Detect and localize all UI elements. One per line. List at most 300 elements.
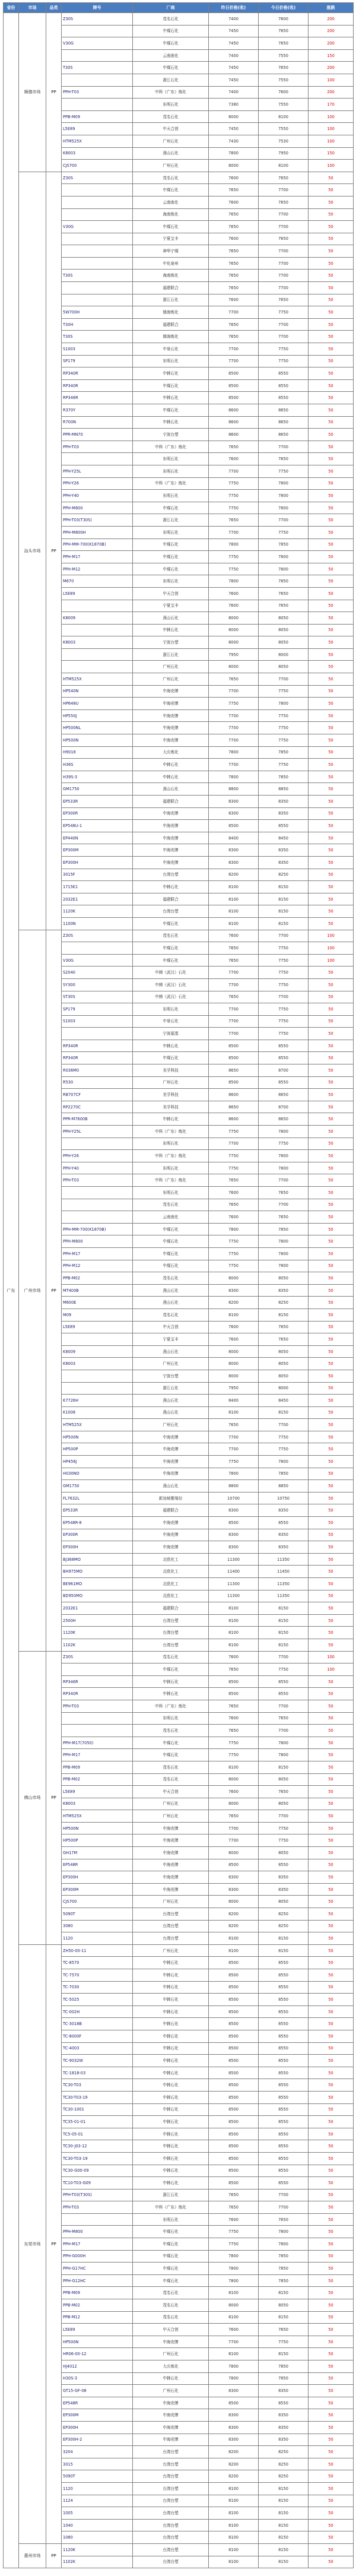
manufacturer-cell: 广州石化 — [133, 135, 209, 147]
prev-price-cell: 8600 — [209, 404, 259, 417]
prev-price-cell: 8300 — [209, 2421, 259, 2434]
prev-price-cell: 7800 — [209, 2372, 259, 2385]
prev-price-cell: 8100 — [209, 2482, 259, 2495]
today-price-cell: 8150 — [259, 2495, 309, 2507]
change-cell: 50 — [309, 1419, 354, 1431]
manufacturer-cell: 美孚科技 — [133, 1064, 209, 1077]
grade-cell: PPH-T03 — [62, 1700, 133, 1712]
manufacturer-cell: 中煤石化 — [133, 2238, 209, 2251]
manufacturer-cell: 浙江石化 — [133, 294, 209, 306]
change-cell: 50 — [309, 1321, 354, 1333]
grade-cell: TC-5025 — [62, 1994, 133, 2006]
manufacturer-cell: 宁波台塑 — [133, 1370, 209, 1382]
manufacturer-cell: 海南炼化 — [133, 208, 209, 221]
manufacturer-cell: 中煤石化 — [133, 25, 209, 37]
grade-cell: 1120 — [62, 1932, 133, 1945]
change-cell: 100 — [309, 123, 354, 135]
prev-price-cell: 7750 — [209, 1235, 259, 1248]
grade-cell: TC-7030 — [62, 1981, 133, 1994]
today-price-cell: 7650 — [259, 294, 309, 306]
today-price-cell: 8350 — [259, 807, 309, 820]
manufacturer-cell: 中煤石化 — [133, 1235, 209, 1248]
grade-cell: 3015 — [62, 2458, 133, 2470]
prev-price-cell: 7450 — [209, 123, 259, 135]
manufacturer-cell: 福建联合 — [133, 282, 209, 294]
manufacturer-cell: 茂名石化 — [133, 1761, 209, 1773]
today-price-cell: 7800 — [259, 502, 309, 514]
today-price-cell: 8550 — [259, 2079, 309, 2092]
manufacturer-cell: 燕山石化 — [133, 1406, 209, 1419]
grade-cell: PPH-Y25L — [62, 1126, 133, 1138]
today-price-cell: 7800 — [259, 1260, 309, 1272]
change-cell: 50 — [309, 2165, 354, 2177]
change-cell: 50 — [309, 1883, 354, 1896]
change-cell: 50 — [309, 636, 354, 649]
manufacturer-cell: 中煤石化 — [133, 942, 209, 955]
change-cell: 50 — [309, 1272, 354, 1285]
grade-cell: M09 — [62, 1308, 133, 1321]
prev-price-cell: 8500 — [209, 1994, 259, 2006]
today-price-cell: 8050 — [259, 661, 309, 673]
change-cell: 50 — [309, 1126, 354, 1138]
prev-price-cell: 8300 — [209, 1284, 259, 1297]
today-price-cell: 7650 — [259, 1712, 309, 1725]
prev-price-cell: 8100 — [209, 1639, 259, 1651]
grade-cell: HTM525X — [62, 673, 133, 686]
prev-price-cell: 7650 — [209, 1810, 259, 1823]
prev-price-cell: 8500 — [209, 1040, 259, 1052]
change-cell: 50 — [309, 1468, 354, 1480]
manufacturer-cell: 中煤石化 — [133, 2274, 209, 2287]
change-cell: 50 — [309, 2042, 354, 2055]
today-price-cell: 8250 — [259, 1297, 309, 1309]
grade-cell — [62, 1028, 133, 1040]
grade-cell: TC-002H — [62, 2005, 133, 2018]
change-cell: 50 — [309, 2091, 354, 2103]
grade-cell: EP440N — [62, 832, 133, 844]
today-price-cell: 8350 — [259, 1871, 309, 1884]
change-cell: 50 — [309, 1358, 354, 1370]
today-price-cell: 7700 — [259, 318, 309, 331]
today-price-cell: 8050 — [259, 1896, 309, 1908]
prev-price-cell: 8500 — [209, 2055, 259, 2067]
grade-cell: EP548R — [62, 2397, 133, 2409]
manufacturer-cell: 中科（广东）炼化 — [133, 1150, 209, 1162]
prev-price-cell: 7800 — [209, 538, 259, 551]
change-cell: 50 — [309, 905, 354, 918]
today-price-cell: 7650 — [259, 600, 309, 612]
prev-price-cell: 8200 — [209, 1908, 259, 1921]
manufacturer-cell: 中韩石化 — [133, 2128, 209, 2140]
manufacturer-cell: 镇海炼化 — [133, 306, 209, 319]
manufacturer-cell: 中煤石化 — [133, 1247, 209, 1260]
today-price-cell: 8450 — [259, 1395, 309, 1407]
grade-cell: PPB-M09 — [62, 110, 133, 123]
change-cell: 50 — [309, 2018, 354, 2030]
today-price-cell: 8350 — [259, 844, 309, 857]
today-price-cell: 8650 — [259, 1113, 309, 1126]
manufacturer-cell: 中韩（武汉）石化 — [133, 967, 209, 979]
today-price-cell: 8650 — [259, 429, 309, 441]
manufacturer-cell: 宁夏宝丰 — [133, 600, 209, 612]
grade-cell — [62, 1370, 133, 1382]
prev-price-cell: 8000 — [209, 624, 259, 636]
prev-price-cell: 7750 — [209, 1247, 259, 1260]
change-cell: 50 — [309, 233, 354, 245]
prev-price-cell: 7650 — [209, 1725, 259, 1737]
change-cell: 50 — [309, 1174, 354, 1187]
manufacturer-cell: 东明石化 — [133, 490, 209, 502]
manufacturer-cell: 北欧化工 — [133, 1590, 209, 1602]
prev-price-cell: 8100 — [209, 1614, 259, 1627]
change-cell: 50 — [309, 2519, 354, 2531]
prev-price-cell: 7750 — [209, 1749, 259, 1761]
grade-cell: 2500H — [62, 1614, 133, 1627]
header-prev-price: 昨日价格(收) — [209, 3, 259, 13]
manufacturer-cell: 浙江石化 — [133, 648, 209, 661]
change-cell: 200 — [309, 37, 354, 50]
manufacturer-cell: 东明石化 — [133, 99, 209, 111]
change-cell: 50 — [309, 2434, 354, 2446]
prev-price-cell: 7750 — [209, 563, 259, 575]
prev-price-cell: 8500 — [209, 2116, 259, 2128]
prev-price-cell: 8300 — [209, 856, 259, 869]
prev-price-cell: 8100 — [209, 1627, 259, 1639]
manufacturer-cell: 中韩石化 — [133, 2372, 209, 2385]
today-price-cell: 8550 — [259, 2030, 309, 2042]
manufacturer-cell: 中韩石化 — [133, 2018, 209, 2030]
manufacturer-cell: 中海壳牌 — [133, 1822, 209, 1834]
manufacturer-cell: 中韩（武汉）石化 — [133, 991, 209, 1003]
manufacturer-cell: 中韩石化 — [133, 392, 209, 404]
change-cell: 50 — [309, 1908, 354, 1921]
manufacturer-cell: 台湾台塑 — [133, 869, 209, 881]
manufacturer-cell: 中韩石化 — [133, 367, 209, 380]
manufacturer-cell: 中煤石化 — [133, 379, 209, 392]
category-cell: PP — [46, 1944, 62, 2543]
prev-price-cell: 8500 — [209, 2177, 259, 2190]
manufacturer-cell: 中韩石化 — [133, 624, 209, 636]
change-cell: 50 — [309, 2336, 354, 2348]
change-cell: 50 — [309, 783, 354, 796]
grade-cell: HR06-00-12 — [62, 2348, 133, 2360]
header-market: 市场 — [19, 3, 46, 13]
today-price-cell: 7850 — [259, 771, 309, 783]
manufacturer-cell: 茂名石化 — [133, 2287, 209, 2299]
grade-cell: BD950MO — [62, 1590, 133, 1602]
change-cell: 50 — [309, 1944, 354, 1957]
change-cell: 50 — [309, 2201, 354, 2214]
change-cell: 50 — [309, 2177, 354, 2190]
prev-price-cell: 11300 — [209, 1590, 259, 1602]
manufacturer-cell: 东明石化 — [133, 1138, 209, 1150]
table-row — [4, 13, 354, 26]
change-cell: 50 — [309, 771, 354, 783]
prev-price-cell: 7700 — [209, 1138, 259, 1150]
today-price-cell: 7700 — [259, 1700, 309, 1712]
prev-price-cell: 8000 — [209, 110, 259, 123]
grade-cell: EP300H — [62, 1871, 133, 1884]
grade-cell: PPH-G17HC — [62, 2263, 133, 2275]
grade-cell: EP533R — [62, 1504, 133, 1517]
change-cell: 50 — [309, 2470, 354, 2483]
change-cell: 50 — [309, 1076, 354, 1089]
change-cell: 170 — [309, 99, 354, 111]
manufacturer-cell: 茂名石化 — [133, 1199, 209, 1211]
prev-price-cell: 8200 — [209, 1297, 259, 1309]
manufacturer-cell: 中韩石化 — [133, 2103, 209, 2116]
prev-price-cell: 7750 — [209, 490, 259, 502]
prev-price-cell: 8500 — [209, 820, 259, 832]
change-cell: 50 — [309, 1590, 354, 1602]
prev-price-cell: 8300 — [209, 2409, 259, 2422]
prev-price-cell: 7800 — [209, 771, 259, 783]
change-cell: 50 — [309, 575, 354, 588]
change-cell: 50 — [309, 1064, 354, 1077]
prev-price-cell: 7700 — [209, 967, 259, 979]
prev-price-cell: 7600 — [209, 930, 259, 942]
today-price-cell: 8150 — [259, 1761, 309, 1773]
change-cell: 50 — [309, 2189, 354, 2201]
manufacturer-cell: 台湾台塑 — [133, 2507, 209, 2520]
grade-cell: TC5-05-01 — [62, 2128, 133, 2140]
prev-price-cell: 7700 — [209, 355, 259, 367]
prev-price-cell: 8300 — [209, 1529, 259, 1541]
prev-price-cell: 8600 — [209, 429, 259, 441]
change-cell: 50 — [309, 978, 354, 991]
prev-price-cell: 8650 — [209, 1101, 259, 1113]
grade-cell: TC-8000F — [62, 2030, 133, 2042]
prev-price-cell: 8100 — [209, 2311, 259, 2324]
today-price-cell: 8350 — [259, 2421, 309, 2434]
grade-cell: EP548R — [62, 1859, 133, 1871]
grade-cell: EP300M — [62, 2409, 133, 2422]
change-cell: 50 — [309, 1822, 354, 1834]
grade-cell — [62, 1199, 133, 1211]
change-cell: 50 — [309, 587, 354, 600]
today-price-cell: 8150 — [259, 1614, 309, 1627]
today-price-cell: 7600 — [259, 86, 309, 99]
grade-cell: HP500P — [62, 1443, 133, 1456]
today-price-cell: 7800 — [259, 477, 309, 490]
prev-price-cell: 7600 — [209, 294, 259, 306]
change-cell: 50 — [309, 1370, 354, 1382]
today-price-cell: 7750 — [259, 526, 309, 538]
change-cell: 50 — [309, 1749, 354, 1761]
prev-price-cell: 7700 — [209, 1443, 259, 1456]
grade-cell: M670 — [62, 575, 133, 588]
grade-cell: K8003 — [62, 1798, 133, 1810]
manufacturer-cell: 茂名石化 — [133, 172, 209, 184]
today-price-cell: 7700 — [259, 991, 309, 1003]
manufacturer-cell: 中海壳牌 — [133, 1847, 209, 1859]
grade-cell: MT400B — [62, 1284, 133, 1297]
today-price-cell: 8550 — [259, 2397, 309, 2409]
change-cell: 50 — [309, 869, 354, 881]
prev-price-cell: 8000 — [209, 160, 259, 172]
prev-price-cell: 7700 — [209, 759, 259, 771]
manufacturer-cell: 中海壳牌 — [133, 734, 209, 747]
grade-cell: L5E89 — [62, 2324, 133, 2336]
manufacturer-cell: 茂名石化 — [133, 1725, 209, 1737]
prev-price-cell: 8100 — [209, 1602, 259, 1615]
today-price-cell: 8550 — [259, 820, 309, 832]
prev-price-cell: 7700 — [209, 2336, 259, 2348]
change-cell: 50 — [309, 2531, 354, 2544]
grade-cell: TC10-T03-G09 — [62, 2177, 133, 2190]
prev-price-cell: 7700 — [209, 465, 259, 477]
manufacturer-cell: 浙江石化 — [133, 2189, 209, 2201]
today-price-cell: 7850 — [259, 538, 309, 551]
grade-cell: PPH-M17 — [62, 1749, 133, 1761]
header-category: 品类 — [46, 3, 62, 13]
today-price-cell: 7650 — [259, 1187, 309, 1199]
manufacturer-cell: 中科（广东）炼化 — [133, 1174, 209, 1187]
manufacturer-cell: 燕山石化 — [133, 147, 209, 160]
manufacturer-cell: 中韩石化 — [133, 2116, 209, 2128]
today-price-cell: 8350 — [259, 856, 309, 869]
today-price-cell: 7800 — [259, 1150, 309, 1162]
today-price-cell: 7600 — [259, 13, 309, 26]
prev-price-cell: 7650 — [209, 1419, 259, 1431]
grade-cell: 5090T — [62, 2470, 133, 2483]
grade-cell: PPH-M800 — [62, 502, 133, 514]
grade-cell: PPH-MM-700(K1870B) — [62, 538, 133, 551]
grade-cell — [62, 1333, 133, 1346]
change-cell: 50 — [309, 807, 354, 820]
change-cell: 100 — [309, 135, 354, 147]
manufacturer-cell: 中韩石化 — [133, 1688, 209, 1700]
prev-price-cell: 8100 — [209, 1406, 259, 1419]
grade-cell: 1102K — [62, 2556, 133, 2568]
today-price-cell: 8150 — [259, 2482, 309, 2495]
grade-cell: TC30-J03-12 — [62, 2140, 133, 2153]
prev-price-cell: 8300 — [209, 1871, 259, 1884]
change-cell: 50 — [309, 477, 354, 490]
prev-price-cell: 7700 — [209, 709, 259, 722]
today-price-cell: 7750 — [259, 978, 309, 991]
today-price-cell: 8100 — [259, 110, 309, 123]
grade-cell: 3015F — [62, 869, 133, 881]
change-cell: 50 — [309, 1345, 354, 1358]
today-price-cell: 7750 — [259, 685, 309, 698]
table-row — [4, 1651, 354, 1664]
prev-price-cell: 7650 — [209, 991, 259, 1003]
today-price-cell: 8550 — [259, 1052, 309, 1064]
change-cell: 50 — [309, 893, 354, 905]
today-price-cell: 8050 — [259, 636, 309, 649]
change-cell: 50 — [309, 404, 354, 417]
manufacturer-cell: 中海壳牌 — [133, 1456, 209, 1468]
change-cell: 50 — [309, 2116, 354, 2128]
grade-cell — [62, 661, 133, 673]
prev-price-cell: 8500 — [209, 367, 259, 380]
prev-price-cell: 8500 — [209, 1957, 259, 1969]
change-cell: 50 — [309, 2421, 354, 2434]
manufacturer-cell: 中海壳牌 — [133, 2397, 209, 2409]
manufacturer-cell: 中煤石化 — [133, 1260, 209, 1272]
today-price-cell: 8150 — [259, 917, 309, 930]
today-price-cell: 8550 — [259, 2116, 309, 2128]
manufacturer-cell: 中煤石化 — [133, 1052, 209, 1064]
today-price-cell: 7650 — [259, 1333, 309, 1346]
prev-price-cell: 7430 — [209, 135, 259, 147]
prev-price-cell: 8300 — [209, 796, 259, 808]
grade-cell: EP548R-8 — [62, 1517, 133, 1529]
manufacturer-cell: 大庆炼化 — [133, 2360, 209, 2373]
manufacturer-cell: 广州石化 — [133, 1419, 209, 1431]
change-cell: 150 — [309, 147, 354, 160]
grade-cell: L5E89 — [62, 123, 133, 135]
manufacturer-cell: 中韩石化 — [133, 2140, 209, 2153]
today-price-cell: 7800 — [259, 1737, 309, 1749]
today-price-cell: 8550 — [259, 1859, 309, 1871]
prev-price-cell: 8100 — [209, 2507, 259, 2520]
change-cell: 200 — [309, 25, 354, 37]
prev-price-cell: 7450 — [209, 74, 259, 86]
manufacturer-cell: 茂名石化 — [133, 930, 209, 942]
change-cell: 50 — [309, 1003, 354, 1016]
today-price-cell: 8350 — [259, 2385, 309, 2397]
manufacturer-cell: 中煤石化 — [133, 221, 209, 233]
manufacturer-cell: 中海壳牌 — [133, 1859, 209, 1871]
manufacturer-cell: 台湾台塑 — [133, 1627, 209, 1639]
change-cell: 50 — [309, 2360, 354, 2373]
change-cell: 50 — [309, 2299, 354, 2312]
today-price-cell: 7700 — [259, 270, 309, 282]
today-price-cell: 8050 — [259, 1370, 309, 1382]
manufacturer-cell: 镇海炼化 — [133, 331, 209, 343]
change-cell: 50 — [309, 343, 354, 356]
today-price-cell: 10750 — [259, 1492, 309, 1504]
market-cell: 东莞市场 — [19, 1944, 46, 2543]
grade-cell: PPH-M17(7050) — [62, 1737, 133, 1749]
manufacturer-cell: 中韩石化 — [133, 2152, 209, 2165]
today-price-cell: 7700 — [259, 245, 309, 258]
change-cell: 50 — [309, 453, 354, 465]
grade-cell: TC-3018B — [62, 2018, 133, 2030]
today-price-cell: 11450 — [259, 1566, 309, 1578]
grade-cell: PPH-M800 — [62, 1235, 133, 1248]
prev-price-cell: 7400 — [209, 13, 259, 26]
manufacturer-cell: 茂名石化 — [133, 13, 209, 26]
grade-cell: GM1750 — [62, 1480, 133, 1493]
grade-cell: H030NO — [62, 1468, 133, 1480]
today-price-cell: 7700 — [259, 1651, 309, 1664]
today-price-cell: 8550 — [259, 2152, 309, 2165]
today-price-cell: 8150 — [259, 1308, 309, 1321]
prev-price-cell: 8100 — [209, 2556, 259, 2568]
grade-cell: H39S-3 — [62, 771, 133, 783]
manufacturer-cell: 宁夏宝丰 — [133, 1333, 209, 1346]
grade-cell: K8003 — [62, 1358, 133, 1370]
today-price-cell: 8050 — [259, 1798, 309, 1810]
today-price-cell: 8150 — [259, 2507, 309, 2520]
change-cell: 50 — [309, 1541, 354, 1554]
change-cell: 50 — [309, 379, 354, 392]
grade-cell — [62, 208, 133, 221]
prev-price-cell: 7600 — [209, 587, 259, 600]
change-cell: 50 — [309, 661, 354, 673]
today-price-cell: 7550 — [259, 49, 309, 62]
manufacturer-cell: 中海壳牌 — [133, 1883, 209, 1896]
prev-price-cell: 7650 — [209, 184, 259, 197]
change-cell: 50 — [309, 196, 354, 208]
today-price-cell: 7700 — [259, 331, 309, 343]
today-price-cell: 8350 — [259, 1284, 309, 1297]
today-price-cell: 8150 — [259, 2311, 309, 2324]
change-cell: 50 — [309, 1187, 354, 1199]
